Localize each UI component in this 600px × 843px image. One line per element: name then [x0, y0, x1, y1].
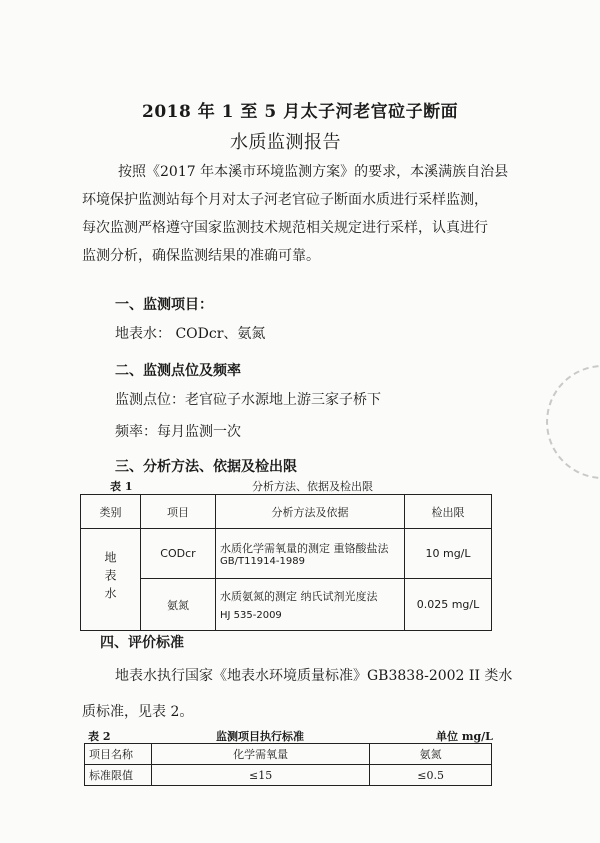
method-cell [216, 579, 405, 631]
method-text: 水质氨氮的测定 纳氏试剂光度法 [220, 590, 378, 603]
table-row [81, 529, 492, 579]
table2-label: 表 2 [88, 730, 111, 743]
table-header-cell: 项目 [141, 495, 216, 529]
table-row [85, 765, 492, 786]
table-header-row [85, 744, 492, 765]
official-seal-stamp [546, 365, 600, 479]
table-header-row [81, 495, 492, 529]
section3-heading: 三、分析方法、依据及检出限 [115, 459, 297, 475]
intro-line: 环境保护监测站每个月对太子河老官砬子断面水质进行采样监测， [82, 192, 488, 208]
section1-heading: 一、监测项目： [115, 297, 213, 313]
intro-line: 按照《2017 年本溪市环境监测方案》的要求，本溪满族自治县 [118, 164, 509, 180]
section4-line1: 地表水执行国家《地表水环境质量标准》GB3838-2002 II 类水 [115, 668, 513, 684]
table-row [81, 579, 492, 631]
table-header-cell: 检出限 [405, 495, 492, 529]
table-header-cell: 类别 [81, 495, 141, 529]
table2-unit: 单位 mg/L [436, 730, 493, 743]
intro-paragraph [82, 158, 512, 270]
section4-line2: 质标准，见表 2。 [82, 704, 194, 720]
item-cell: CODcr [141, 529, 216, 579]
section4-heading: 四、评价标准 [100, 635, 184, 651]
method-standard: GB/T11914-1989 [220, 556, 305, 567]
monitoring-frequency: 频率：每月监测一次 [115, 424, 241, 440]
detection-limit-cell: 0.025 mg/L [405, 579, 492, 631]
section1-content: 地表水： CODcr、氨氮 [115, 326, 266, 342]
table-cell: ≤0.5 [370, 765, 492, 786]
table2-standards [84, 743, 492, 786]
category-cell [81, 529, 141, 631]
table1-methods [80, 494, 492, 631]
section2-heading: 二、监测点位及频率 [115, 363, 241, 379]
method-standard: HJ 535-2009 [220, 610, 282, 621]
monitoring-location: 监测点位：老官砬子水源地上游三家子桥下 [115, 392, 381, 408]
table-header-cell: 分析方法及依据 [216, 495, 405, 529]
table-header-cell: 项目名称 [85, 744, 152, 765]
table-cell: 标准限值 [85, 765, 152, 786]
intro-line: 监测分析，确保监测结果的准确可靠。 [82, 248, 320, 264]
method-text: 水质化学需氧量的测定 重铬酸盐法 [220, 542, 389, 555]
table-cell: ≤15 [152, 765, 370, 786]
report-title-line2: 水质监测报告 [230, 132, 341, 153]
detection-limit-cell: 10 mg/L [405, 529, 492, 579]
item-cell: 氨氮 [141, 579, 216, 631]
intro-line: 每次监测严格遵守国家监测技术规范相关规定进行采样，认真进行 [82, 220, 488, 236]
table-header-cell: 化学需氧量 [152, 744, 370, 765]
table1-label: 表 1 [110, 480, 133, 493]
table2-caption: 监测项目执行标准 [216, 730, 304, 743]
table1-caption: 分析方法、依据及检出限 [252, 480, 373, 493]
category-label: 地表水 [103, 551, 117, 605]
table-header-cell: 氨氮 [370, 744, 492, 765]
method-cell [216, 529, 405, 579]
report-title-line1: 2018 年 1 至 5 月太子河老官砬子断面 [142, 102, 459, 122]
